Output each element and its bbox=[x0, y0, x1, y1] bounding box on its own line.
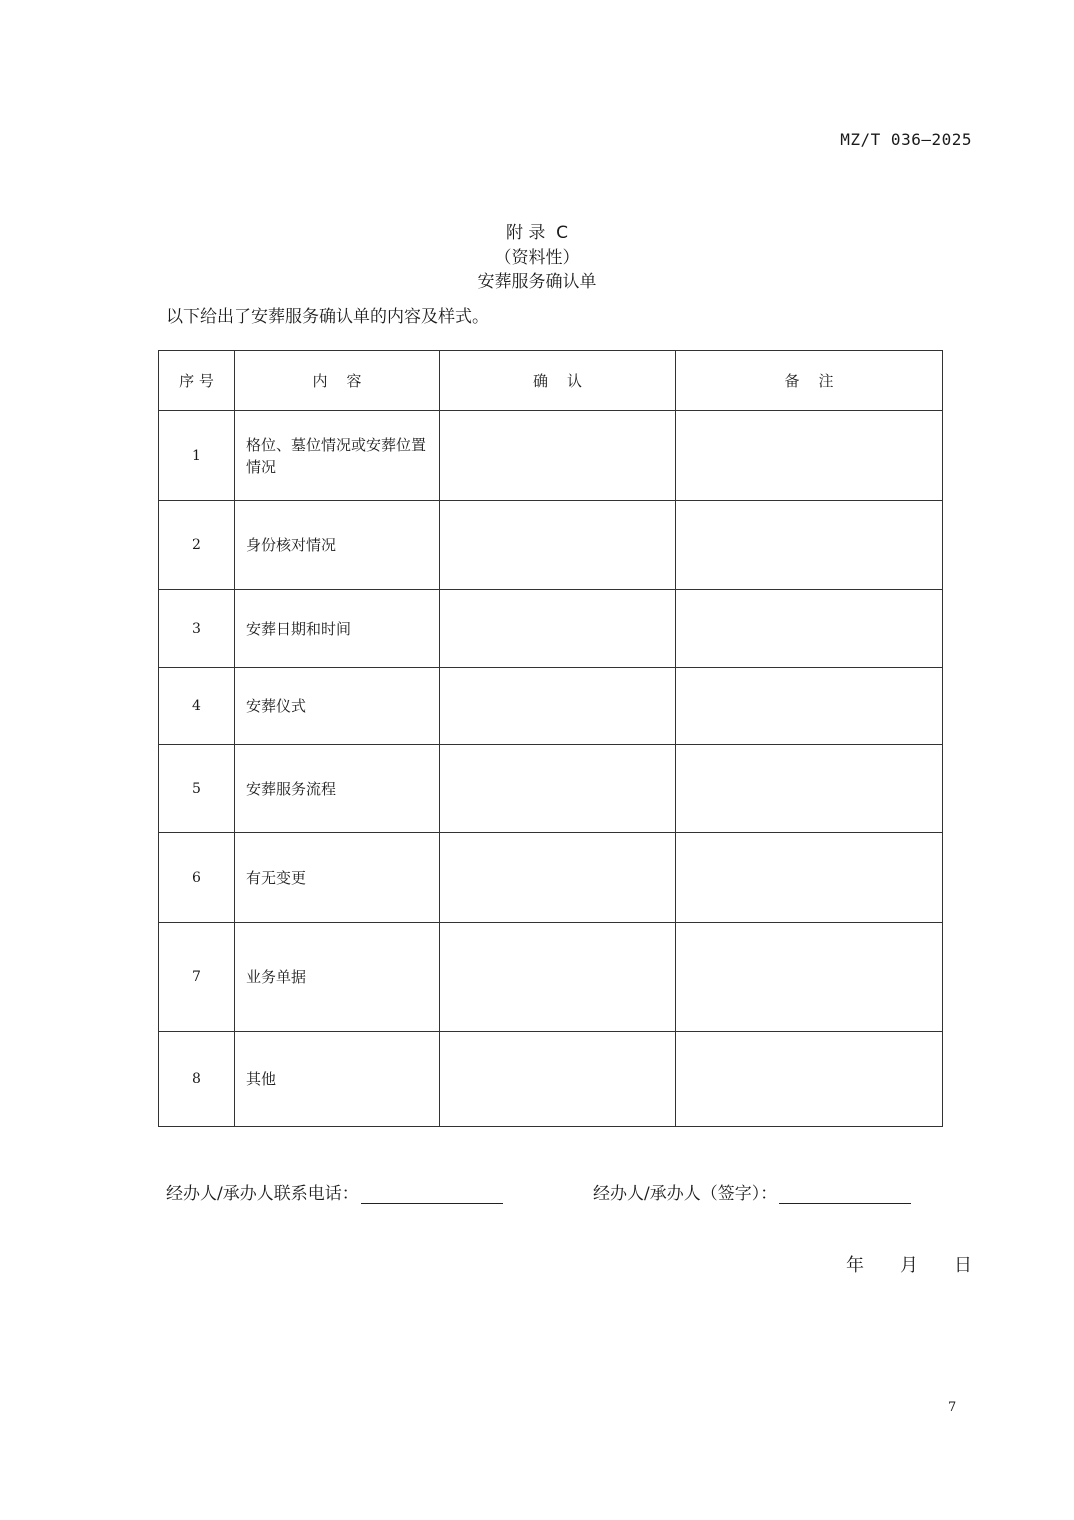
table-row bbox=[159, 745, 943, 833]
table-row bbox=[159, 590, 943, 668]
remark-cell[interactable] bbox=[676, 833, 943, 923]
confirm-cell[interactable] bbox=[440, 923, 676, 1032]
row-content: 其他 bbox=[235, 1032, 440, 1127]
form-title: 安葬服务确认单 bbox=[477, 272, 597, 292]
row-content: 安葬日期和时间 bbox=[235, 590, 440, 668]
row-content: 身份核对情况 bbox=[235, 501, 440, 590]
date-month: 月 bbox=[900, 1255, 918, 1276]
remark-cell[interactable] bbox=[676, 923, 943, 1032]
header-confirm: 确 认 bbox=[440, 351, 676, 411]
date-line bbox=[846, 1251, 972, 1277]
confirm-cell[interactable] bbox=[440, 501, 676, 590]
table-header-row bbox=[159, 351, 943, 411]
table-row bbox=[159, 923, 943, 1032]
table-row bbox=[159, 501, 943, 590]
row-content: 格位、墓位情况或安葬位置情况 bbox=[235, 411, 440, 501]
date-day: 日 bbox=[954, 1255, 972, 1276]
header-content: 内 容 bbox=[235, 351, 440, 411]
confirm-cell[interactable] bbox=[440, 1032, 676, 1127]
date-year: 年 bbox=[846, 1255, 864, 1276]
contact-phone-field bbox=[166, 1179, 503, 1204]
contact-phone-label: 经办人/承办人联系电话： bbox=[166, 1184, 359, 1204]
contact-phone-line[interactable] bbox=[361, 1185, 503, 1204]
row-number: 7 bbox=[159, 923, 235, 1032]
confirm-cell[interactable] bbox=[440, 833, 676, 923]
intro-text: 以下给出了安葬服务确认单的内容及样式。 bbox=[166, 307, 489, 327]
document-code: MZ/T 036—2025 bbox=[840, 130, 972, 149]
signature-label: 经办人/承办人（签字）： bbox=[593, 1184, 778, 1204]
table-row bbox=[159, 411, 943, 501]
remark-cell[interactable] bbox=[676, 501, 943, 590]
remark-cell[interactable] bbox=[676, 411, 943, 501]
signature-field bbox=[593, 1179, 911, 1204]
confirm-cell[interactable] bbox=[440, 411, 676, 501]
row-number: 6 bbox=[159, 833, 235, 923]
row-number: 5 bbox=[159, 745, 235, 833]
remark-cell[interactable] bbox=[676, 745, 943, 833]
row-content: 有无变更 bbox=[235, 833, 440, 923]
row-number: 4 bbox=[159, 668, 235, 745]
confirm-cell[interactable] bbox=[440, 745, 676, 833]
remark-cell[interactable] bbox=[676, 590, 943, 668]
table-row bbox=[159, 668, 943, 745]
header-remark: 备 注 bbox=[676, 351, 943, 411]
row-content: 安葬仪式 bbox=[235, 668, 440, 745]
remark-cell[interactable] bbox=[676, 668, 943, 745]
appendix-type: （资料性） bbox=[494, 248, 580, 268]
confirmation-table bbox=[158, 350, 943, 1127]
remark-cell[interactable] bbox=[676, 1032, 943, 1127]
row-number: 8 bbox=[159, 1032, 235, 1127]
appendix-label: 附 录 C bbox=[505, 223, 569, 243]
row-number: 2 bbox=[159, 501, 235, 590]
signature-line[interactable] bbox=[779, 1185, 911, 1204]
confirm-cell[interactable] bbox=[440, 590, 676, 668]
page-number: 7 bbox=[948, 1400, 957, 1415]
header-seq: 序 号 bbox=[159, 351, 235, 411]
row-number: 3 bbox=[159, 590, 235, 668]
table-row bbox=[159, 833, 943, 923]
row-number: 1 bbox=[159, 411, 235, 501]
confirm-cell[interactable] bbox=[440, 668, 676, 745]
row-content: 业务单据 bbox=[235, 923, 440, 1032]
row-content: 安葬服务流程 bbox=[235, 745, 440, 833]
table-row bbox=[159, 1032, 943, 1127]
